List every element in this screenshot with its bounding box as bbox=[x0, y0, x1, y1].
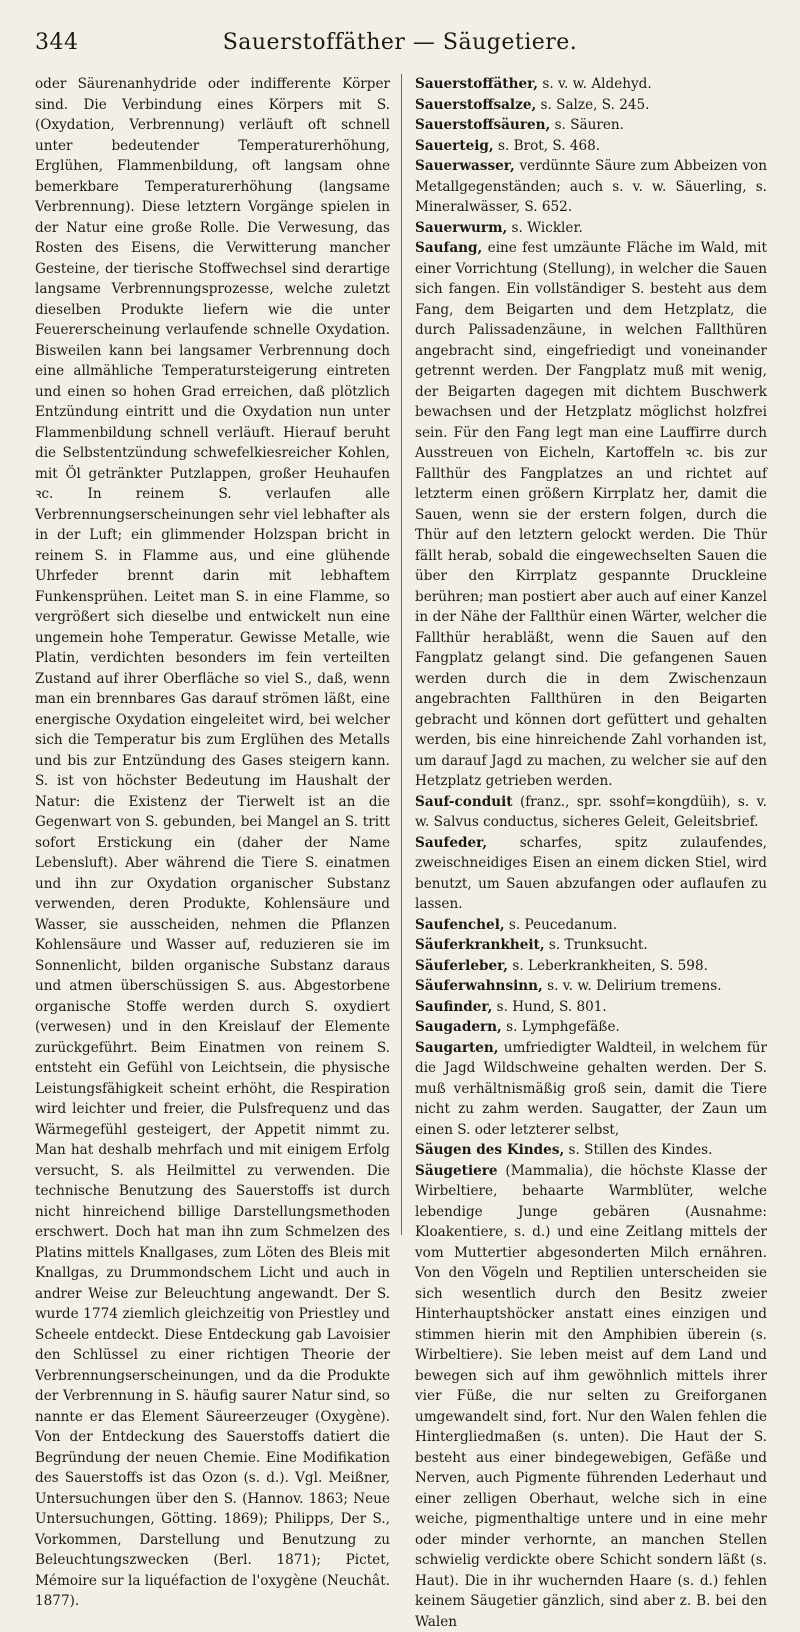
entry-text: (franz., spr. ssohf=kongdüih), s. v. w. Salvus conductus, sicheres Geleit, Geleitsbrief. bbox=[415, 794, 767, 831]
page-header bbox=[35, 30, 765, 60]
entry-sauerteig bbox=[415, 136, 767, 157]
entry-text: s. v. w. Aldehyd. bbox=[538, 76, 652, 92]
entry-text: s. Trunksucht. bbox=[545, 937, 648, 953]
headword: Sauerteig, bbox=[415, 138, 494, 154]
entry-saugarten bbox=[415, 1038, 767, 1141]
entry-text: eine fest umzäunte Fläche im Wald, mit einer Vorrichtung (Stellung), in welcher die Sauen sich fangen. Ein vollständiger S. besteht aus dem Fang, dem Beigarten und dem Hetzplatz, die durch Palissadenzäune, in welchen Fallthüren angebracht sind, eingefriedigt und voneinander getrennt werden. Der Fangplatz muß mit wenig, der Beigarten dagegen mit dichtem Buschwerk bewachsen und der Hetzplatz möglichst holzfrei sein. Für den Fang legt man eine Lauffirre durch Ausstreuen von Eicheln, Kartoffeln ꝛc. bis zur Fallthür des Fangplatzes an und richtet auf letzterm einen größern Kirrplatz her, damit die Sauen, wenn sie der erstern folgen, durch die Thür auf den letztern gelockt werden. Die Thür fällt herab, sobald die eingewechselten Sauen die über den Kirrplatz gespannte Druckleine berühren; man postiert aber auch auf einer Kanzel in der Nähe der Fallthür einen Wärter, welcher die Fallthür herabläßt, wenn die Sauen auf den Fangplatz gelangt sind. Die gefangenen Sauen werden durch die in dem Zwischenzaun angebrachten Fallthüren in den Beigarten gebracht und können dort gefüttert und gehalten werden, bis eine hinreichende Zahl vorhanden ist, um darauf Jagd zu machen, zu welcher sie auf den Hetzplatz getrieben werden. bbox=[415, 240, 767, 789]
running-title: Sauerstoffäther — Säugetiere. bbox=[35, 30, 765, 55]
entry-saufenchel bbox=[415, 915, 767, 936]
entry-sauerstoffsalze bbox=[415, 95, 767, 116]
headword: Saugarten, bbox=[415, 1040, 499, 1056]
entry-saeuferwahnsinn bbox=[415, 976, 767, 997]
entry-text: s. Wickler. bbox=[507, 220, 583, 236]
headword: Sauerwurm, bbox=[415, 220, 507, 236]
entry-saufang bbox=[415, 238, 767, 792]
entry-text: s. Lymphgefäße. bbox=[502, 1019, 620, 1035]
headword: Sauerwasser, bbox=[415, 158, 515, 174]
entry-sauerstoffaether bbox=[415, 74, 767, 95]
entry-text: verdünnte Säure zum Abbeizen von Metallgegenständen; auch s. v. w. Säuerling, s. Mineralwässer, S. 652. bbox=[415, 158, 767, 215]
headword: Saufinder, bbox=[415, 999, 492, 1015]
headword: Saufenchel, bbox=[415, 917, 505, 933]
headword: Sauf-conduit bbox=[415, 794, 513, 810]
entry-text: s. Stillen des Kindes. bbox=[564, 1142, 712, 1158]
headword: Saugadern, bbox=[415, 1019, 502, 1035]
entry-text: s. Salze, S. 245. bbox=[536, 97, 649, 113]
headword: Säuferwahnsinn, bbox=[415, 978, 543, 994]
entry-text: (Mammalia), die höchste Klasse der Wirbeltiere, behaarte Warmblüter, welche lebendige Junge gebären (Ausnahme: Kloakentiere, s. d.) und eine Zeitlang mittels der vom Muttertier abgesonderten Milch ernähren. Von den Vögeln und Reptilien unterscheiden sie sich wesentlich durch den Besitz zweier Hinterhauptshöcker anstatt eines einzigen und stimmen hierin mit den Amphibien überein (s. Wirbeltiere). Sie leben meist auf dem Land und bewegen sich auf ihm gewöhnlich mittels ihrer vier Füße, die nur selten zu Greiforganen umgewandelt sind, fort. Nur den Walen fehlen die Hintergliedmaßen (s. unten). Die Haut der S. besteht aus einer bindegewebigen, Gefäße und Nerven, auch Pigmente führenden Lederhaut und einer zelligen Oberhaut, welche sich in eine weiche, pigmenthaltige untere und in eine mehr oder minder verhornte, an manchen Stellen schwielig verdickte obere Schicht sondern läßt (s. Haut). Die in ihr wuchernden Haare (s. d.) fehlen keinem Säugetier gänzlich, sind aber z. B. bei den Walen bbox=[415, 1163, 767, 1630]
entry-sauf-conduit bbox=[415, 792, 767, 833]
headword: Säuferleber, bbox=[415, 958, 508, 974]
entry-text: s. Säuren. bbox=[550, 117, 624, 133]
entry-saugadern bbox=[415, 1017, 767, 1038]
headword: Säugetiere bbox=[415, 1163, 498, 1179]
entry-saufinder bbox=[415, 997, 767, 1018]
entry-text: umfriedigter Waldteil, in welchem für die Jagd Wildschweine gehalten werden. Der S. muß verhältnismäßig groß sein, damit die Tiere nicht zu zahm werden. Saugatter, der Zaun um einen S. oder letzterer selbst, bbox=[415, 1040, 767, 1138]
article-continuation: oder Säurenanhydride oder indifferente Körper sind. Die Verbindung eines Körpers mit S. (Oxydation, Verbrennung) verläuft oft schnell unter bedeutender Temperaturerhöhung, Erglühen, Flammenbildung, oft langsam ohne bemerkbare Temperaturerhöhung (langsame Verbrennung). Diese letztern Vorgänge spielen in der Natur eine große Rolle. Die Verwesung, das Rosten des Eisens, die Verwitterung mancher Gesteine, der tierische Stoffwechsel sind derartige langsame Verbrennungsprozesse, welche zuletzt dieselben Produkte liefern wie die unter Feuererscheinung verlaufende schnelle Oxydation. Bisweilen kann bei langsamer Verbrennung doch eine allmähliche Temperatursteigerung eintreten und einen so hohen Grad erreichen, daß plötzlich Entzündung eintritt und die Oxydation nun unter Flammenbildung schnell verläuft. Hierauf beruht die Selbstentzündung schwefelkiesreicher Kohlen, mit Öl getränkter Putzlappen, großer Heuhaufen ꝛc. In reinem S. verlaufen alle Verbrennungserscheinungen sehr viel lebhafter als in der Luft; ein glimmender Holzspan bricht in reinem S. in Flamme aus, und eine glühende Uhrfeder brennt darin mit lebhaftem Funkensprühen. Leitet man S. in eine Flamme, so vergrößert sich dieselbe und entwickelt nun eine ungemein hohe Temperatur. Gewisse Metalle, wie Platin, verdichten besonders im fein verteilten Zustand auf ihrer Oberfläche so viel S., daß, wenn man ein brennbares Gas darauf strömen läßt, eine energische Oxydation eingeleitet wird, bei welcher sich die Temperatur bis zum Erglühen des Metalls und bis zur Entzündung des Gases steigern kann. S. ist von höchster Bedeutung im Haushalt der Natur: die Existenz der Tierwelt ist an die Gegenwart von S. gebunden, bei Mangel an S. tritt sofort Erstickung ein (daher der Name Lebensluft). Aber während die Tiere S. einatmen und ihn zur Oxydation organischer Substanz verwenden, deren Produkte, Kohlensäure und Wasser, sie ausscheiden, nehmen die Pflanzen Kohlensäure und Wasser auf, reduzieren sie im Sonnenlicht, bilden organische Substanz daraus und atmen überschüssigen S. aus. Abgestorbene organische Stoffe werden durch S. oxydiert (verwesen) und in den Kreislauf der Elemente zurückgeführt. Beim Einatmen von reinem S. entsteht ein Gefühl von Leichtsein, die physische Leistungsfähigkeit scheint erhöht, die Respiration wird leichter und freier, die Pulsfrequenz und das Wärmegefühl gesteigert, der Appetit nimmt zu. Man hat deshalb mehrfach und mit einigem Erfolg versucht, S. als Heilmittel zu verwenden. Die technische Benutzung des Sauerstoffs ist durch nicht hinreichend billige Darstellungsmethoden erschwert. Doch hat man ihn zum Schmelzen des Platins mittels Knallgases, zum Löten des Bleis mit Knallgas, zu Drummondschem Licht und auch in andrer Weise zur Beleuchtung angewandt. Der S. wurde 1774 ziemlich gleichzeitig von Priestley und Scheele entdeckt. Diese Entdeckung gab Lavoisier den Schlüssel zu einer richtigen Theorie der Verbrennungserscheinungen, und da die Produkte der Verbrennung in S. häufig saurer Natur sind, so nannte er das Element Säureerzeuger (Oxygène). Von der Entdeckung des Sauerstoffs datiert die Begründung der neuen Chemie. Eine Modifikation des Sauerstoffs ist das Ozon (s. d.). Vgl. Meißner, Untersuchungen über den S. (Hannov. 1863; Neue Untersuchungen, Götting. 1869); Philipps, Der S., Vorkommen, Darstellung und Benutzung zu Beleuchtungszwecken (Berl. 1871); Pictet, Mémoire sur la liquéfaction de l'oxygène (Neuchât. 1877). bbox=[35, 74, 390, 1612]
entry-text: s. Peucedanum. bbox=[505, 917, 617, 933]
entry-saeuferleber bbox=[415, 956, 767, 977]
entry-saeugetiere bbox=[415, 1161, 767, 1632]
right-column bbox=[415, 74, 767, 1255]
entry-sauerwasser bbox=[415, 156, 767, 218]
entry-saeugen-des-kindes bbox=[415, 1140, 767, 1161]
entry-text: s. Brot, S. 468. bbox=[494, 138, 600, 154]
headword: Sauerstoffsalze, bbox=[415, 97, 536, 113]
headword: Saufeder, bbox=[415, 835, 487, 851]
left-column bbox=[35, 74, 390, 1255]
headword: Saufang, bbox=[415, 240, 482, 256]
entry-text: s. Hund, S. 801. bbox=[492, 999, 606, 1015]
entry-saeuferkrankheit bbox=[415, 935, 767, 956]
headword: Säuferkrankheit, bbox=[415, 937, 545, 953]
headword: Sauerstoffäther, bbox=[415, 76, 538, 92]
entry-text: s. v. w. Delirium tremens. bbox=[543, 978, 722, 994]
entry-sauerstoffsaeuren bbox=[415, 115, 767, 136]
entry-sauerwurm bbox=[415, 218, 767, 239]
entry-text: s. Leberkrankheiten, S. 598. bbox=[508, 958, 708, 974]
column-divider bbox=[401, 74, 402, 1235]
headword: Sauerstoffsäuren, bbox=[415, 117, 550, 133]
headword: Säugen des Kindes, bbox=[415, 1142, 564, 1158]
page-number: 344 bbox=[35, 30, 79, 55]
entry-text: scharfes, spitz zulaufendes, zweischneidiges Eisen an einem dicken Stiel, wird benutzt, um Sauen abzufangen oder auflaufen zu lassen. bbox=[415, 835, 767, 913]
entry-saufeder bbox=[415, 833, 767, 915]
